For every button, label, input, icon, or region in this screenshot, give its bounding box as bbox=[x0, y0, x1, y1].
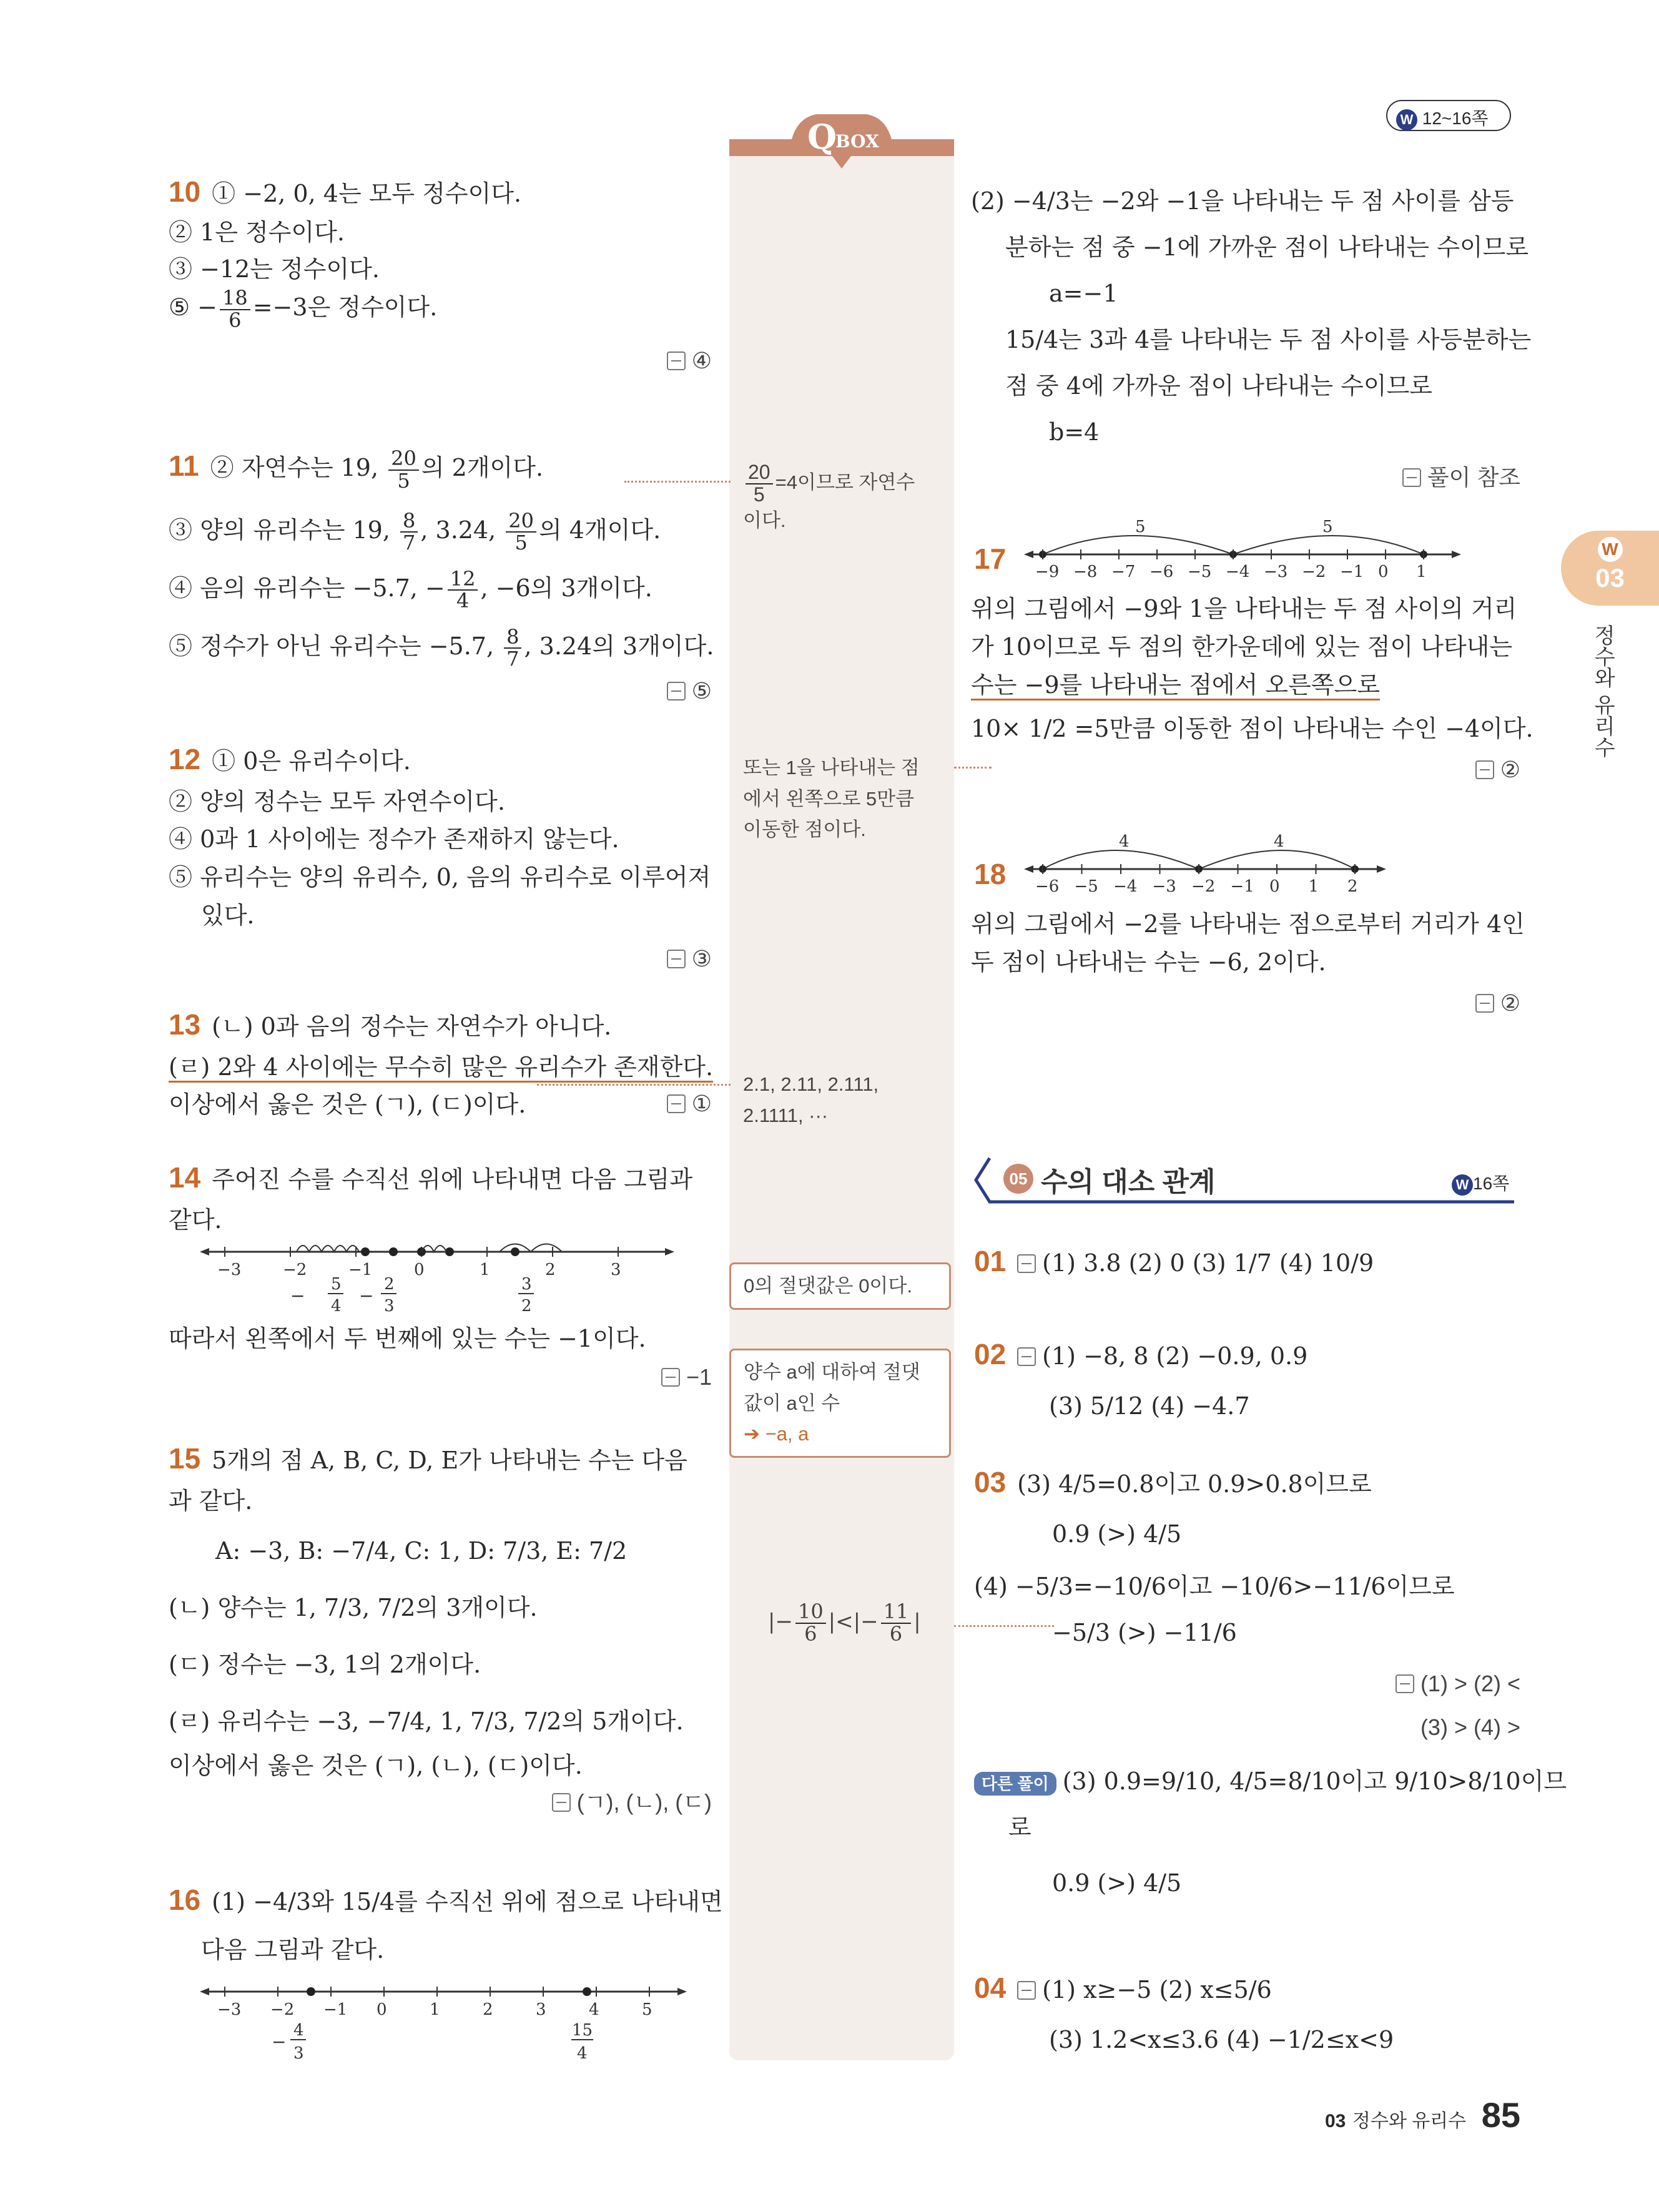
line-text: (3) 0.9=9/10, 4/5=8/10이고 9/10>8/10이므 bbox=[1062, 1767, 1567, 1796]
frac-num: 18 bbox=[220, 288, 250, 310]
tick-label: −6 bbox=[1035, 877, 1060, 896]
tick-label: −1 bbox=[348, 1261, 373, 1279]
tick-label: −3 bbox=[217, 2000, 242, 2019]
line-text: (2) −4/3는 −2와 −1을 나타내는 두 점 사이를 삼등 bbox=[971, 187, 1514, 215]
page-ref-text: 12~16쪽 bbox=[1422, 109, 1489, 128]
problem-number: 01 bbox=[974, 1245, 1007, 1277]
problem-10 bbox=[169, 170, 712, 378]
answer-text: ② bbox=[1500, 990, 1520, 1016]
note-text: 또는 1을 나타내는 점 bbox=[743, 757, 920, 779]
answer-icon bbox=[552, 1793, 571, 1812]
problem-number: 03 bbox=[974, 1466, 1007, 1498]
line-text: ④ 음의 유리수는 −5.7, − bbox=[169, 574, 445, 602]
tick-label: −1 bbox=[1230, 877, 1254, 896]
section-title: 수의 대소 관계 bbox=[1041, 1167, 1216, 1197]
tick-label: −1 bbox=[323, 2000, 348, 2019]
tick-label: 1 bbox=[1308, 877, 1319, 896]
line-text: a=−1 bbox=[1049, 280, 1118, 308]
line-text: 의 2개이다. bbox=[421, 454, 544, 481]
tick-label: −5 bbox=[1188, 563, 1212, 581]
line-text: 이상에서 옳은 것은 (ㄱ), (ㄷ)이다. bbox=[169, 1091, 526, 1119]
note-text: ➔ −a, a bbox=[744, 1423, 809, 1445]
tick-label: −2 bbox=[1302, 563, 1326, 581]
arc-label: 4 bbox=[1274, 832, 1284, 851]
line-text: ② 자연수는 19, bbox=[210, 454, 386, 481]
tick-label: −4 bbox=[1226, 563, 1250, 581]
line-text: 수는 −9를 나타내는 점에서 오른쪽으로 bbox=[971, 671, 1380, 700]
line-text: ⑤ 유리수는 양의 유리수, 0, 음의 유리수로 이루어져 bbox=[169, 863, 711, 892]
line-text: 이상에서 옳은 것은 (ㄱ), (ㄴ), (ㄷ)이다. bbox=[169, 1751, 583, 1779]
line-text: , 3.24의 3개이다. bbox=[524, 632, 714, 660]
frac-num: 20 bbox=[746, 462, 773, 484]
tick-label: −8 bbox=[1073, 563, 1098, 581]
answer bbox=[667, 1086, 712, 1122]
number-line-17 bbox=[1024, 517, 1461, 586]
frac-num: 8 bbox=[504, 627, 521, 649]
qbox-note-3 bbox=[743, 1069, 949, 1131]
svg-text:−: − bbox=[290, 1285, 305, 1306]
line-text: 0.9 (>) 4/5 bbox=[1052, 1869, 1182, 1897]
svg-text:Q: Q bbox=[807, 117, 837, 157]
footer-title: 정수와 유리수 bbox=[1352, 2111, 1467, 2131]
problem-14 bbox=[169, 1155, 712, 1239]
tick-label: −5 bbox=[1074, 877, 1098, 896]
tick-label: −2 bbox=[283, 1261, 307, 1279]
problem-number: 15 bbox=[169, 1442, 201, 1475]
line-text: 위의 그림에서 −9와 1을 나타내는 두 점 사이의 거리 bbox=[971, 595, 1517, 622]
line-text: 주어진 수를 수직선 위에 나타내면 다음 그림과 bbox=[212, 1166, 693, 1193]
line-text: 점 중 4에 가까운 점이 나타내는 수이므로 bbox=[1005, 372, 1432, 400]
tick-label: −2 bbox=[270, 2000, 295, 2019]
svg-text:15: 15 bbox=[572, 2021, 593, 2040]
tick-label: 0 bbox=[1269, 877, 1280, 896]
tick-label: 0 bbox=[1378, 563, 1389, 581]
tick-label: 1 bbox=[430, 2000, 440, 2019]
qbox-note-2 bbox=[743, 752, 949, 845]
tick-label: 2 bbox=[545, 1261, 556, 1279]
number-line-14 bbox=[200, 1230, 674, 1324]
tick-label: 0 bbox=[414, 1261, 425, 1279]
answer-text: (1) > (2) < bbox=[1420, 1670, 1520, 1696]
answer-text: ⑤ bbox=[691, 677, 712, 704]
frac-den: 4 bbox=[456, 589, 470, 613]
answer-icon bbox=[667, 351, 686, 370]
page-number: 85 bbox=[1481, 2095, 1520, 2135]
line-text: 15/4는 3과 4를 나타내는 두 점 사이를 사등분하는 bbox=[1005, 326, 1532, 354]
line-text: 같다. bbox=[169, 1206, 222, 1234]
qbox-note-4 bbox=[729, 1262, 951, 1310]
answer-icon bbox=[667, 1094, 686, 1113]
problem-18 bbox=[971, 905, 1525, 1021]
problem-number: 11 bbox=[169, 450, 199, 482]
problem-number: 16 bbox=[169, 1884, 201, 1916]
line-text: (ㄹ) 유리수는 −3, −7/4, 1, 7/3, 7/2의 5개이다. bbox=[169, 1707, 684, 1735]
tick-label: −4 bbox=[1113, 877, 1138, 896]
answer-02 bbox=[974, 1327, 1307, 1429]
tick-label: 3 bbox=[611, 1261, 621, 1279]
arc-label: 5 bbox=[1322, 518, 1333, 536]
line-text: (1) x≥−5 (2) x≤5/6 bbox=[1042, 1976, 1272, 2003]
answer-03 bbox=[974, 1455, 1567, 1906]
line-text: 따라서 왼쪽에서 두 번째에 있는 수는 −1이다. bbox=[169, 1325, 646, 1352]
note-text: 이동한 점이다. bbox=[743, 818, 866, 841]
line-text: ④ 0과 1 사이에는 정수가 존재하지 않는다. bbox=[169, 825, 619, 853]
note-text: 에서 왼쪽으로 5만큼 bbox=[743, 787, 915, 810]
number-line-16 bbox=[200, 1976, 687, 2063]
line-text: (1) 3.8 (2) 0 (3) 1/7 (4) 10/9 bbox=[1042, 1249, 1374, 1277]
line-text: =−3은 정수이다. bbox=[252, 293, 438, 322]
answer bbox=[169, 1784, 712, 1821]
line-text: −5/3 (>) −11/6 bbox=[1052, 1618, 1237, 1646]
answer bbox=[169, 941, 712, 977]
answer-text: ③ bbox=[691, 945, 712, 971]
note-text: =4이므로 자연수 bbox=[775, 471, 915, 493]
answer-icon bbox=[1475, 760, 1494, 779]
answer-icon bbox=[667, 682, 686, 700]
frac-den: 5 bbox=[753, 483, 765, 506]
note-text: 이다. bbox=[743, 509, 786, 532]
problem-number: 13 bbox=[169, 1008, 201, 1041]
answer-icon bbox=[1017, 1347, 1036, 1366]
note-text: 2.1, 2.11, 2.111, bbox=[743, 1073, 879, 1095]
w-badge-icon: W bbox=[1598, 537, 1623, 562]
frac-den: 6 bbox=[229, 308, 242, 332]
line-text: 다음 그림과 같다. bbox=[201, 1936, 385, 1964]
problem-number: 17 bbox=[974, 543, 1007, 575]
answer-icon bbox=[667, 950, 686, 968]
line-text: 10× 1/2 =5만큼 이동한 점이 나타내는 수인 −4이다. bbox=[971, 715, 1533, 743]
answer bbox=[974, 1662, 1520, 1706]
note-text: 값이 a인 수 bbox=[744, 1392, 840, 1414]
line-text: , 3.24, bbox=[420, 516, 504, 544]
svg-text:−: − bbox=[272, 2032, 287, 2052]
section-ref bbox=[1452, 1170, 1509, 1197]
line-text: (3) 1.2<x≤3.6 (4) −1/2≤x<9 bbox=[1049, 2025, 1394, 2053]
line-text: 위의 그림에서 −2를 나타내는 점으로부터 거리가 4인 bbox=[971, 910, 1525, 938]
svg-text:4: 4 bbox=[293, 2021, 304, 2040]
answer-text: ① bbox=[691, 1091, 712, 1117]
line-text: (1) −4/3와 15/4를 수직선 위에 점으로 나타내면 bbox=[212, 1888, 723, 1915]
tick-label: −6 bbox=[1149, 563, 1174, 581]
line-text: ① −2, 0, 4는 모두 정수이다. bbox=[212, 180, 522, 207]
frac-den: 6 bbox=[804, 1621, 817, 1646]
line-text: (3) 4/5=0.8이고 0.9>0.8이므로 bbox=[1017, 1470, 1372, 1498]
tick-label: 1 bbox=[1416, 563, 1427, 581]
line-text: 분하는 점 중 −1에 가까운 점이 나타내는 수이므로 bbox=[1005, 233, 1529, 262]
alt-solution-label: 다른 풀이 bbox=[974, 1772, 1056, 1796]
problem-number: 04 bbox=[974, 1972, 1007, 2004]
tick-label: −9 bbox=[1035, 563, 1060, 581]
tick-label: 4 bbox=[589, 2000, 599, 2019]
qbox-note-6: |− $\frac{10}{6}$ |<|− $\frac{11}{6}$ | bbox=[768, 1600, 921, 1646]
tick-label: 5 bbox=[642, 2000, 652, 2019]
answer bbox=[169, 676, 712, 707]
line-text: 의 4개이다. bbox=[539, 516, 661, 544]
problem-14-conclusion bbox=[169, 1320, 712, 1395]
tick-label: 1 bbox=[480, 1261, 490, 1279]
answer-icon bbox=[1396, 1674, 1414, 1693]
footer-chapter: 03 bbox=[1324, 2111, 1346, 2131]
chapter-number: 03 bbox=[1595, 563, 1625, 592]
line-text: (1) −8, 8 (2) −0.9, 0.9 bbox=[1042, 1342, 1308, 1370]
arc-label: 5 bbox=[1135, 518, 1146, 536]
line-text: 과 같다. bbox=[169, 1487, 253, 1515]
problem-12 bbox=[169, 737, 712, 976]
line-text: ③ −12는 정수이다. bbox=[169, 255, 380, 283]
page-footer bbox=[1308, 2088, 1520, 2143]
qbox-note-5 bbox=[729, 1349, 951, 1458]
note-text: 양수 a에 대하여 절댓 bbox=[744, 1361, 920, 1383]
answer-text: (ㄱ), (ㄴ), (ㄷ) bbox=[576, 1789, 712, 1816]
svg-text:3: 3 bbox=[384, 1297, 395, 1315]
line-text: (ㄴ) 양수는 1, 7/3, 7/2의 3개이다. bbox=[169, 1594, 538, 1622]
note-text: 0의 절댓값은 0이다. bbox=[744, 1275, 912, 1297]
frac-den: 5 bbox=[397, 468, 410, 493]
frac-den: 6 bbox=[889, 1621, 903, 1646]
tick-label: −3 bbox=[217, 1261, 242, 1279]
note-text: 2.1111, ··· bbox=[743, 1104, 829, 1126]
answer-icon bbox=[1402, 468, 1421, 487]
tick-label: 2 bbox=[483, 2000, 493, 2019]
frac-num: 20 bbox=[388, 448, 419, 471]
svg-text:BOX: BOX bbox=[835, 131, 879, 152]
answer-icon bbox=[1017, 1254, 1036, 1273]
problem-16 bbox=[169, 1873, 723, 1973]
answer bbox=[971, 985, 1520, 1021]
frac-num: 12 bbox=[448, 569, 478, 591]
line-text: ⑤ − bbox=[169, 293, 217, 322]
problem-11 bbox=[169, 431, 712, 707]
answer-text: 풀이 참조 bbox=[1427, 464, 1520, 490]
answer-text: (3) > (4) > bbox=[1420, 1714, 1520, 1741]
frac-num: 11 bbox=[881, 1601, 912, 1624]
line-text: (4) −5/3=−10/6이고 −10/6>−11/6이므로 bbox=[974, 1572, 1455, 1600]
problem-number: 02 bbox=[974, 1338, 1007, 1370]
problem-13 bbox=[169, 1002, 712, 1124]
problem-15 bbox=[169, 1436, 712, 1821]
qbox-header bbox=[729, 111, 954, 156]
answer-text: ② bbox=[1500, 757, 1520, 783]
line-text: A: −3, B: −7/4, C: 1, D: 7/3, E: 7/2 bbox=[215, 1537, 628, 1565]
tick-label: −2 bbox=[1191, 877, 1216, 896]
tick-label: −1 bbox=[1340, 563, 1364, 581]
line-text: ② 양의 정수는 모두 자연수이다. bbox=[169, 787, 505, 815]
answer bbox=[971, 752, 1520, 788]
line-text: 로 bbox=[1008, 1814, 1031, 1842]
line-text: ② 1은 정수이다. bbox=[169, 219, 345, 247]
answer bbox=[169, 343, 712, 378]
page-ref bbox=[1386, 100, 1511, 131]
tick-label: 2 bbox=[1347, 877, 1358, 896]
frac-num: 10 bbox=[795, 1601, 826, 1624]
qbox-note-1 bbox=[743, 462, 949, 536]
answer-01 bbox=[974, 1239, 1374, 1284]
section-header bbox=[971, 1155, 1514, 1205]
chapter-tab-title: 정수와 유리수 bbox=[1590, 624, 1615, 758]
problem-number: 12 bbox=[169, 743, 201, 775]
line-text: , −6의 3개이다. bbox=[480, 574, 652, 602]
svg-text:2: 2 bbox=[521, 1297, 532, 1315]
w-badge-icon: W bbox=[1396, 109, 1417, 130]
frac-num: 8 bbox=[400, 511, 418, 533]
svg-text:2: 2 bbox=[384, 1275, 395, 1294]
problem-number: 10 bbox=[169, 175, 201, 208]
frac-den: 5 bbox=[514, 531, 528, 555]
chapter-tab bbox=[1561, 531, 1659, 606]
section-badge: 05 bbox=[1003, 1164, 1033, 1194]
frac-den: 7 bbox=[506, 647, 519, 671]
line-text: 두 점이 나타내는 수는 −6, 2이다. bbox=[971, 948, 1326, 976]
answer-icon bbox=[661, 1368, 680, 1387]
line-text: 있다. bbox=[201, 901, 255, 929]
arc-label: 4 bbox=[1119, 832, 1130, 851]
problem-number: 14 bbox=[169, 1161, 201, 1194]
line-text: (3) 5/12 (4) −4.7 bbox=[1049, 1392, 1250, 1420]
line-text: 0.9 (>) 4/5 bbox=[1052, 1520, 1182, 1548]
line-text: ① 0은 유리수이다. bbox=[212, 747, 411, 775]
line-text: (ㄹ) 2와 4 사이에는 무수히 많은 유리수가 존재한다. bbox=[169, 1053, 713, 1083]
number-line-18 bbox=[1024, 832, 1386, 900]
line-text: ③ 양의 유리수는 19, bbox=[169, 516, 398, 544]
svg-text:5: 5 bbox=[331, 1275, 342, 1294]
svg-text:3: 3 bbox=[521, 1275, 532, 1294]
svg-text:4: 4 bbox=[577, 2044, 588, 2063]
line-text: 5개의 점 A, B, C, D, E가 나타내는 수는 다음 bbox=[212, 1447, 687, 1474]
tick-label: −3 bbox=[1264, 563, 1288, 581]
problem-16-continued bbox=[971, 178, 1532, 499]
section-ref-text: 16쪽 bbox=[1473, 1174, 1510, 1193]
answer bbox=[169, 1360, 712, 1395]
answer-text: ④ bbox=[691, 348, 712, 374]
problem-17 bbox=[971, 590, 1533, 788]
answer bbox=[971, 456, 1520, 499]
line-text: (ㄴ) 0과 음의 정수는 자연수가 아니다. bbox=[212, 1013, 612, 1040]
tick-label: −7 bbox=[1111, 563, 1136, 581]
problem-number: 18 bbox=[974, 858, 1007, 890]
tick-label: 0 bbox=[377, 2000, 387, 2019]
line-text: 가 10이므로 두 점의 한가운데에 있는 점이 나타내는 bbox=[971, 632, 1513, 661]
line-text: ⑤ 정수가 아닌 유리수는 −5.7, bbox=[169, 632, 502, 660]
qbox-banner-icon bbox=[729, 111, 954, 174]
tick-label: −3 bbox=[1152, 877, 1176, 896]
answer-icon bbox=[1017, 1981, 1036, 2000]
svg-text:4: 4 bbox=[331, 1297, 342, 1315]
line-text: (ㄷ) 정수는 −3, 1의 2개이다. bbox=[169, 1650, 481, 1678]
svg-text:3: 3 bbox=[293, 2044, 304, 2063]
answer-04 bbox=[974, 1960, 1394, 2063]
answer-text: −1 bbox=[686, 1364, 712, 1390]
line-text: b=4 bbox=[1049, 418, 1100, 446]
w-badge-icon: W bbox=[1452, 1174, 1473, 1196]
frac-den: 7 bbox=[403, 531, 416, 555]
tick-label: 3 bbox=[536, 2000, 546, 2019]
svg-text:−: − bbox=[359, 1285, 374, 1306]
answer-icon bbox=[1475, 994, 1494, 1013]
frac-num: 20 bbox=[506, 511, 536, 533]
